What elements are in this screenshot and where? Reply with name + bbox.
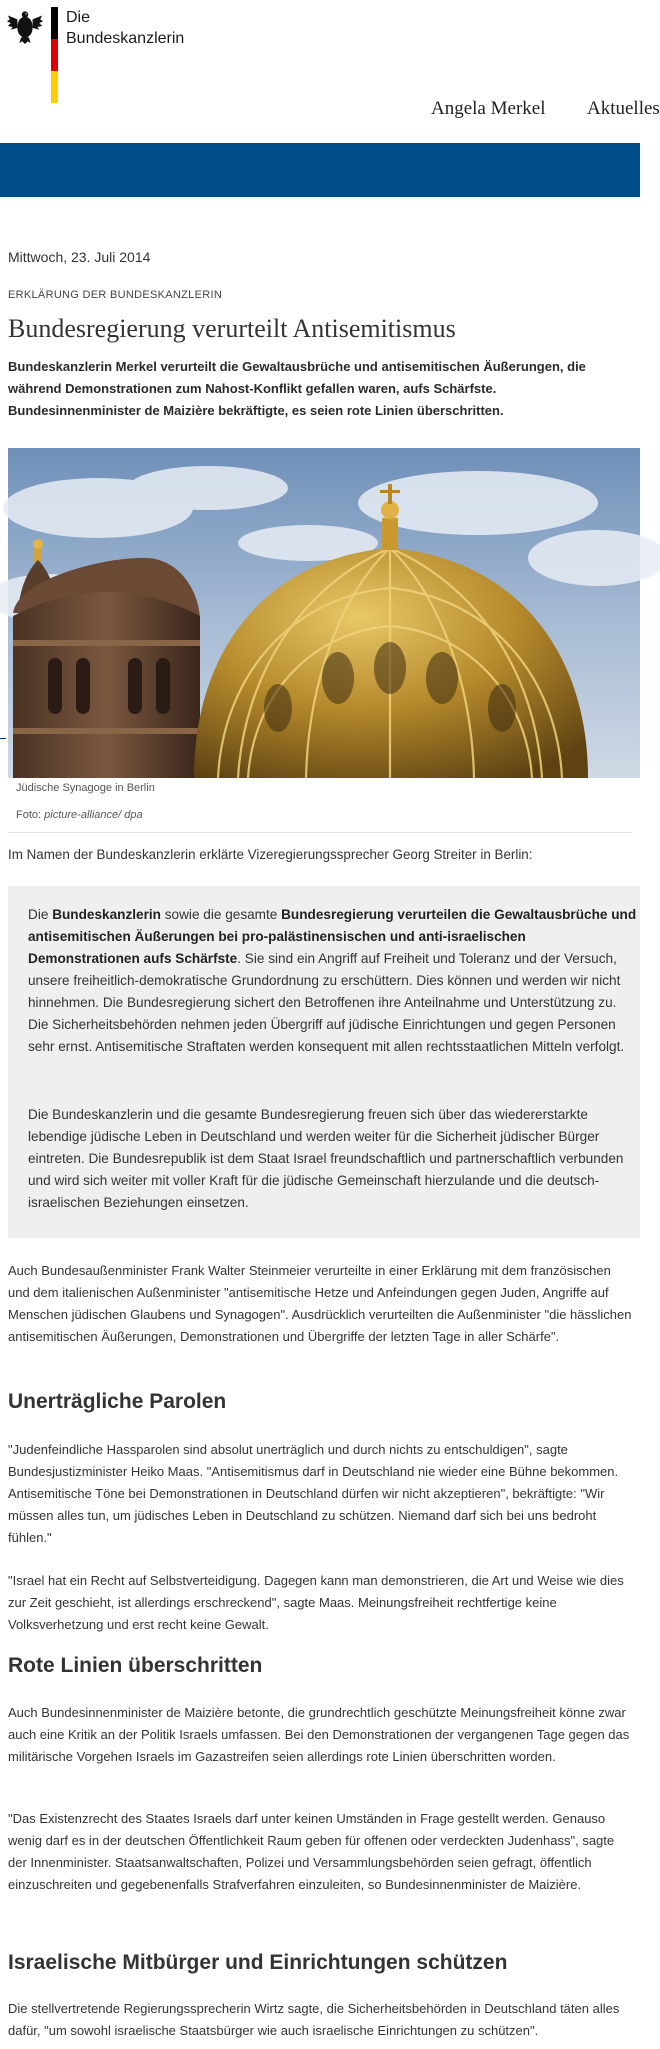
article-image[interactable] [8, 448, 640, 778]
paragraph-steinmeier: Auch Bundesaußenminister Frank Walter Steinmeier verurteilte in einer Erklärung mit dem französischen und dem italienischen Außenminister "antisemitische Hetze und Anfeindungen gegen Juden, Angriffe auf Menschen jüdischen Glaubens und Synagogen". Ausdrücklich verurteilten die Außenminister "die hässlichen antisemitischen Äußerungen, Demonstrationen und Übergriffe der letzten Tage in aller Schärfe". [8, 1263, 632, 1344]
federal-eagle-icon [6, 7, 44, 45]
image-caption: Jüdische Synagoge in Berlin [16, 782, 155, 794]
flag-stripes [51, 7, 58, 103]
image-credit-source: picture-alliance/ dpa [44, 809, 143, 821]
quote-paragraph-2: Die Bundeskanzlerin und die gesamte Bundesregierung freuen sich über das wiedererstarkte lebendige jüdische Leben in Deutschland und werden weiter für die Sicherheit jüdischer Bürger eintreten. Die Bundesrepublik ist dem Staat Israel freundschaftlich und partnerschaftlich verbunden und wird sich weiter mit voller Kraft für die jüdische Gemeinschaft hierzulande und die deutsch-israelischen Beziehungen einsetzen. [28, 1107, 624, 1210]
synagogue-dome-illustration [8, 448, 640, 778]
image-credit [16, 809, 143, 821]
quote-p1-rest: . Sie sind ein Angriff auf Freiheit und Toleranz und der Versuch, unsere freiheitlich-demokratische Grundordnung zu erschüttern. Dies können und werden wir nicht hinnehmen. Die Bundesregierung sichert den Betroffenen ihre Anteilnahme und Unterstützung zu. Die Sicherheitsbehörden nehmen jeden Übergriff auf jüdische Einrichtungen und gegen Personen sehr ernst. Antisemitische Straftaten werden konsequent mit allen rechtsstaatlichen Mitteln verfolgt. [28, 951, 625, 1054]
image-credit-label: Foto: [16, 809, 42, 821]
logo-line-2: Bundeskanzlerin [66, 30, 185, 47]
paragraph-wirtz: Die stellvertretende Regierungssprecherin Wirtz sagte, die Sicherheitsbehörden in Deutschland täten alles dafür, "um sowohl israelische Staatsbürger wie auch israelische Einrichtungen zu schützen". [8, 2001, 620, 2038]
article-date: Mittwoch, 23. Juli 2014 [8, 249, 151, 265]
nav-item-angela-merkel[interactable]: Angela Merkel [431, 98, 546, 119]
slider-position-mark [0, 738, 6, 739]
small-tower [13, 539, 200, 778]
nav-item-aktuelles[interactable]: Aktuelles [587, 98, 660, 119]
article-lead: Bundeskanzlerin Merkel verurteilt die Gewaltausbrüche und antisemitischen Äußerungen, die während Demonstrationen zum Nahost-Konflikt gefallen waren, aufs Schärfste. Bundesinnenminister de Maizière bekräftigte, es seien rote Linien überschritten. [8, 359, 586, 418]
logo-line-1: Die [66, 9, 91, 26]
quote-p1-pre: Die [28, 907, 53, 922]
caption-divider [8, 832, 632, 833]
flag-black-stripe [51, 7, 58, 39]
statement-quote-box [8, 886, 640, 1238]
quote-p1-bold-1: Bundeskanzlerin [52, 907, 161, 922]
heading-israelische-mitbuerger: Israelische Mitbürger und Einrichtungen schützen [8, 1951, 508, 1974]
paragraph-maas-1: "Judenfeindliche Hassparolen sind absolut unerträglich und durch nichts zu entschuldigen", sagte Bundesjustizminister Heiko Maas. "Antisemitismus darf in Deutschland nie wieder eine Bühne bekommen. Antisemitische Töne bei Demonstrationen in Deutschland dürfen wir nicht akzeptieren", bekräftigte: "Wir müssen alles tun, um jüdisches Leben in Deutschland zu schützen. Niemand darf sich bei uns bedroht fühlen." [8, 1442, 619, 1545]
article-kicker: ERKLÄRUNG DER BUNDESKANZLERIN [8, 289, 223, 301]
flag-red-stripe [51, 39, 58, 71]
statement-intro: Im Namen der Bundeskanzlerin erklärte Vizeregierungssprecher Georg Streiter in Berlin: [8, 847, 533, 862]
paragraph-demaiziere-1: Auch Bundesinnenminister de Maizière betonte, die grundrechtlich geschützte Meinungsfreiheit könne zwar auch eine Kritik an der Politik Israels umfassen. Bei den Demonstrationen der vergangenen Tage gegen das militärische Vorgehen Israels im Gazastreifen seien allerdings rote Linien überschritten worden. [8, 1705, 630, 1764]
quote-paragraph-1 [28, 904, 640, 1058]
quote-p1-bold-2: Bundesregierung verurteilen die Gewaltausbrüche und antisemitischen Äußerungen bei pro-palästinensischen und anti-israelischen Demonstrationen aufs Schärfste [28, 907, 637, 966]
article-title: Bundesregierung verurteilt Antisemitismus [8, 314, 456, 343]
logo-text [66, 7, 184, 49]
heading-unertraegliche-parolen: Unerträgliche Parolen [8, 1390, 227, 1413]
paragraph-demaiziere-2: "Das Existenzrecht des Staates Israels darf unter keinen Umständen in Frage gestellt werden. Genauso wenig darf es in der deutschen Öffentlichkeit Raum geben für offenen oder verdeckten Judenhass", sagte der Innenminister. Staatsanwaltschaften, Polizei und Versammlungsbehörden seien gefragt, öffentlich einzuschreiten und gegebenenfalls Strafverfahren einzuleiten, so Bundesinnenminister de Maizière. [8, 1811, 615, 1892]
header-accent-bar [0, 143, 640, 197]
site-logo[interactable] [6, 7, 186, 102]
paragraph-maas-2: "Israel hat ein Recht auf Selbstverteidigung. Dagegen kann man demonstrieren, die Art und Weise wie dies zur Zeit geschieht, ist allerdings erschreckend", sagte Maas. Meinungsfreiheit rechtfertige keine Volksverhetzung und erst recht keine Gewalt. [8, 1573, 624, 1632]
main-nav [0, 98, 660, 128]
quote-p1-mid: sowie die gesamte [160, 907, 282, 922]
heading-rote-linien: Rote Linien überschritten [8, 1654, 263, 1677]
